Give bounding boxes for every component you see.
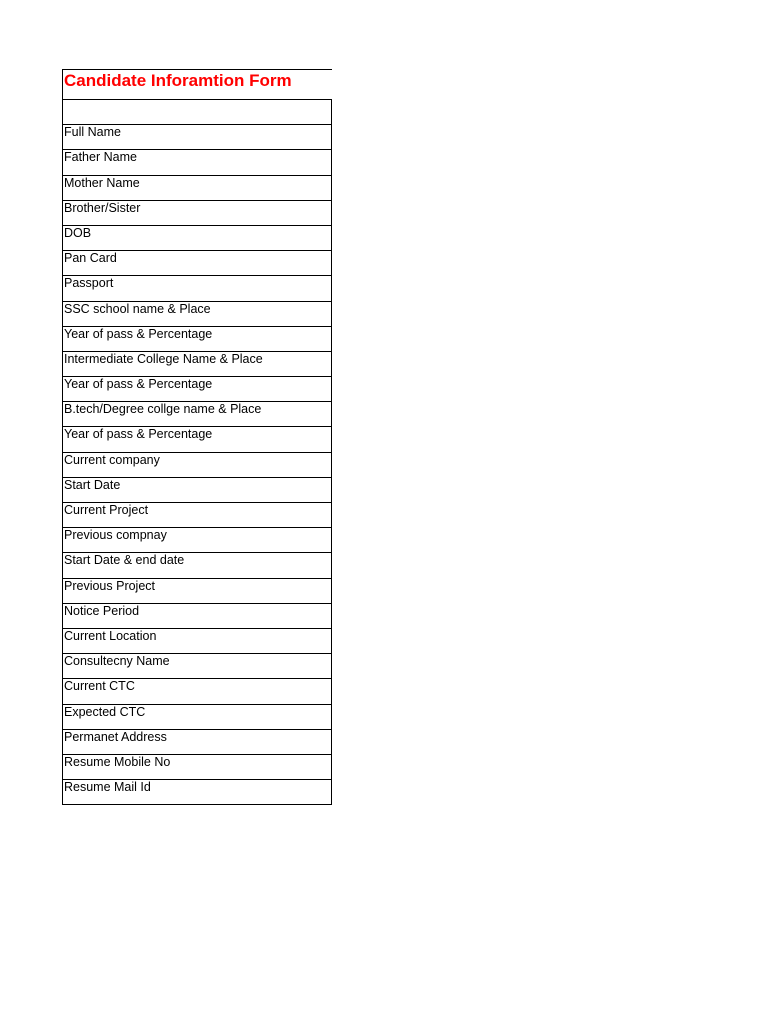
form-field-label: DOB: [64, 225, 92, 240]
form-field-row: [62, 402, 332, 427]
form-field-label: Brother/Sister: [64, 200, 141, 215]
form-field-label: Resume Mail Id: [64, 780, 151, 795]
form-field-row: [62, 327, 332, 352]
form-field-label: B.tech/Degree collge name & Place: [64, 402, 262, 417]
form-title-row: [62, 70, 332, 100]
form-field-row: [62, 302, 332, 327]
form-field-label: Current company: [64, 452, 160, 467]
candidate-form-table: [62, 69, 332, 805]
form-field-row: [62, 528, 332, 553]
form-field-row: [62, 150, 332, 175]
form-field-row: [62, 705, 332, 730]
form-field-label: Current Project: [64, 503, 149, 517]
form-field-label: Year of pass & Percentage: [64, 326, 213, 341]
form-field-row: [62, 780, 332, 805]
form-field-label: Current CTC: [64, 679, 135, 694]
form-field-label: Resume Mobile No: [64, 754, 171, 769]
form-field-row: [62, 251, 332, 276]
form-title: Candidate Inforamtion Form: [64, 71, 292, 90]
form-field-label: Pan Card: [64, 251, 117, 266]
form-field-row: [62, 503, 332, 528]
form-field-row: [62, 654, 332, 679]
form-field-label: Passport: [64, 276, 114, 291]
form-field-label: Mother Name: [64, 175, 140, 190]
form-field-label: Start Date: [64, 477, 121, 492]
form-field-label: Consultecny Name: [64, 654, 170, 669]
field-rows: [62, 125, 332, 805]
form-field-label: Current Location: [64, 628, 157, 643]
form-field-row: [62, 427, 332, 452]
form-field-row: [62, 478, 332, 503]
form-field-label: Year of pass & Percentage: [64, 377, 213, 392]
form-field-row: [62, 276, 332, 301]
form-field-row: [62, 377, 332, 402]
form-field-label: Permanet Address: [64, 729, 167, 744]
form-field-row: [62, 453, 332, 478]
form-field-label: Expected CTC: [64, 704, 146, 719]
form-field-row: [62, 176, 332, 201]
form-field-row: [62, 226, 332, 251]
form-field-label: Year of pass & Percentage: [64, 427, 213, 442]
form-field-row: [62, 201, 332, 226]
form-field-label: Notice Period: [64, 603, 140, 618]
form-field-row: [62, 755, 332, 780]
form-field-row: [62, 352, 332, 377]
form-field-label: Intermediate College Name & Place: [64, 351, 263, 366]
form-field-row: [62, 579, 332, 604]
form-field-label: SSC school name & Place: [64, 301, 211, 316]
form-field-label: Start Date & end date: [64, 553, 185, 568]
form-field-row: [62, 730, 332, 755]
form-field-label: Full Name: [64, 125, 121, 140]
form-field-row: [62, 629, 332, 654]
form-field-row: [62, 604, 332, 629]
form-field-row: [62, 679, 332, 704]
form-field-row: [62, 125, 332, 150]
form-field-row: [62, 553, 332, 578]
blank-row: [62, 100, 332, 125]
form-field-label: Father Name: [64, 150, 137, 165]
form-field-label: Previous compnay: [64, 528, 167, 543]
form-field-label: Previous Project: [64, 578, 156, 593]
